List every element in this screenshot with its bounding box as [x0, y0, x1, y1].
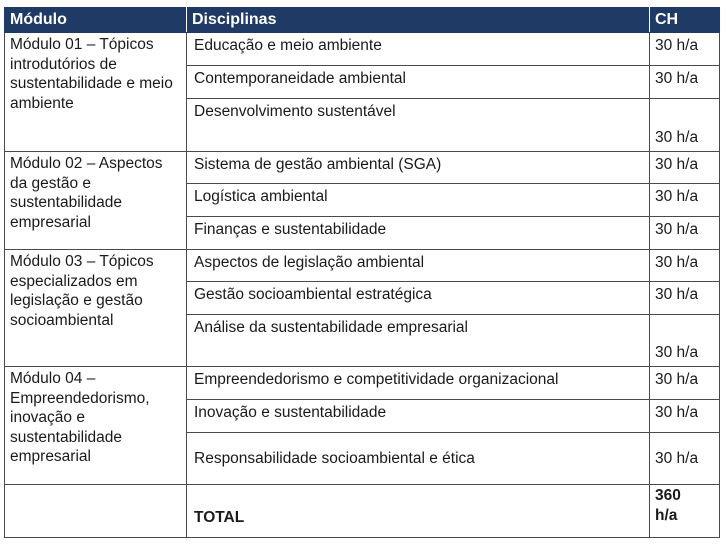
ch-cell: 30 h/a: [650, 315, 720, 367]
discipline-cell: Inovação e sustentabilidade: [187, 400, 650, 433]
module-cell: Módulo 02 – Aspectos da gestão e sustentabilidade empresarial: [5, 152, 187, 250]
discipline-cell: Empreendedorismo e competitividade organizacional: [187, 367, 650, 400]
table-header-row: [5, 8, 720, 33]
total-empty-cell: [5, 485, 187, 538]
curriculum-table-container: [4, 7, 719, 538]
ch-cell: 30 h/a: [650, 400, 720, 433]
total-label: TOTAL: [187, 485, 650, 538]
total-ch-value: 360 h/a: [655, 487, 681, 524]
table-row: [5, 250, 720, 282]
ch-cell: 30 h/a: [650, 250, 720, 282]
discipline-cell: Aspectos de legislação ambiental: [187, 250, 650, 282]
discipline-cell: Educação e meio ambiente: [187, 33, 650, 66]
discipline-cell: Análise da sustentabilidade empresarial: [187, 315, 650, 367]
module-cell: Módulo 03 – Tópicos especializados em legislação e gestão socioambiental: [5, 250, 187, 367]
discipline-cell: Desenvolvimento sustentável: [187, 99, 650, 152]
total-row: [5, 485, 720, 538]
header-disciplinas: Disciplinas: [187, 8, 650, 33]
discipline-cell: Gestão socioambiental estratégica: [187, 282, 650, 315]
ch-cell: 30 h/a: [650, 152, 720, 184]
discipline-cell: Logística ambiental: [187, 184, 650, 217]
discipline-cell: Finanças e sustentabilidade: [187, 217, 650, 250]
total-ch: [650, 485, 720, 538]
module-cell: Módulo 04 – Empreendedorismo, inovação e sustentabilidade empresarial: [5, 367, 187, 485]
header-ch: CH: [650, 8, 720, 33]
ch-cell: 30 h/a: [650, 33, 720, 66]
ch-cell: 30 h/a: [650, 282, 720, 315]
table-row: [5, 33, 720, 66]
ch-cell: 30 h/a: [650, 217, 720, 250]
table-row: [5, 152, 720, 184]
header-modulo: Módulo: [5, 8, 187, 33]
table-row: [5, 367, 720, 400]
ch-cell: 30 h/a: [650, 367, 720, 400]
module-cell: Módulo 01 – Tópicos introdutórios de sustentabilidade e meio ambiente: [5, 33, 187, 152]
ch-cell: 30 h/a: [650, 433, 720, 485]
discipline-cell: Sistema de gestão ambiental (SGA): [187, 152, 650, 184]
ch-cell: 30 h/a: [650, 66, 720, 99]
ch-cell: 30 h/a: [650, 184, 720, 217]
curriculum-table: [4, 7, 720, 538]
discipline-cell: Responsabilidade socioambiental e ética: [187, 433, 650, 485]
discipline-cell: Contemporaneidade ambiental: [187, 66, 650, 99]
ch-cell: 30 h/a: [650, 99, 720, 152]
